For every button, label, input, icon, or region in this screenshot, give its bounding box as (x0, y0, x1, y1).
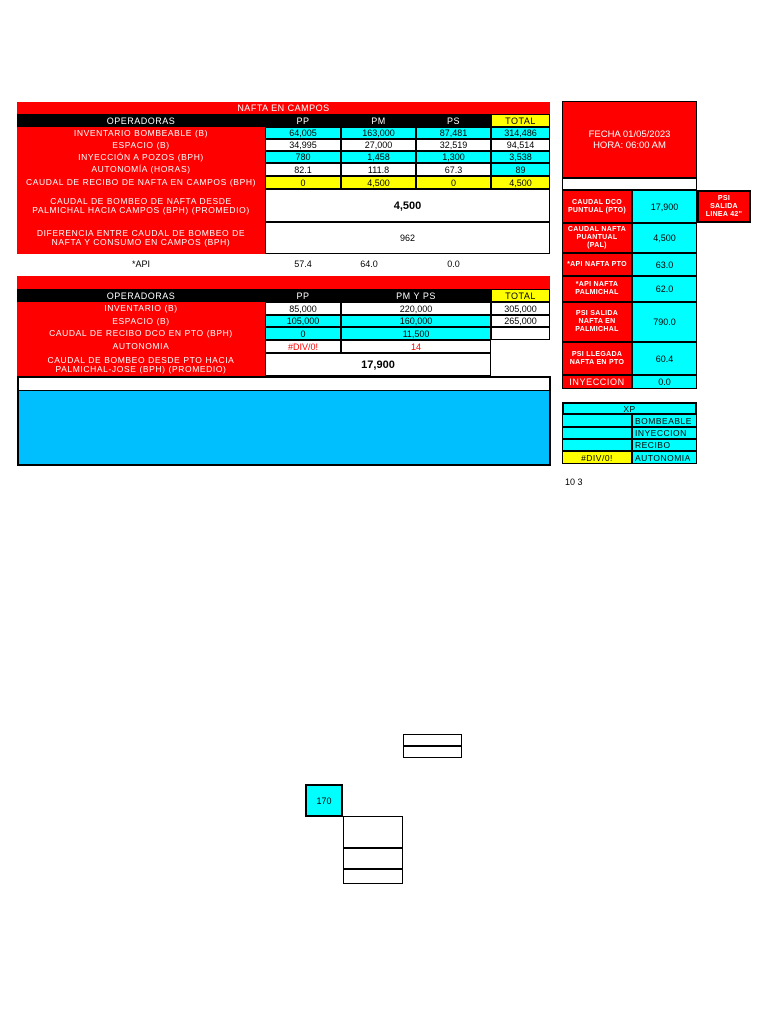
t2-cell-total: 265,000 (491, 315, 550, 327)
legend-label-inyeccion: INYECCION (632, 427, 697, 439)
legend-swatch (562, 414, 632, 427)
t1-cell-total: 89 (491, 163, 550, 176)
api-pm: 64.0 (360, 259, 378, 269)
side-value-inyeccion: 0.0 (632, 375, 697, 389)
t1-header-total: TOTAL (491, 114, 550, 127)
t1-diferencia-value: 962 (265, 222, 550, 254)
t2-header-operadoras: OPERADORAS (17, 289, 265, 302)
t1-cell-pp: 0 (265, 176, 341, 189)
t1-row-label: ESPACIO (B) (17, 139, 265, 151)
t2-cell-pmps: 11,500 (341, 327, 491, 340)
side-value-psi-llegada: 60.4 (632, 342, 697, 375)
t1-bombeo-label: CAUDAL DE BOMBEO DE NAFTA DESDE PALMICHAL HACIA CAMPOS (BPH) (PROMEDIO) (17, 189, 265, 222)
t2-cell-pp: 0 (265, 327, 341, 340)
t2-cell-pp: 85,000 (265, 302, 341, 315)
t2-cell-pmps: 220,000 (341, 302, 491, 315)
t2-cell-pp: #DIV/0! (265, 340, 341, 353)
legend-swatch (562, 427, 632, 439)
legend-label-bombeable: BOMBEABLE (632, 414, 697, 427)
t2-bombeo-label: CAUDAL DE BOMBEO DESDE PTO HACIA PALMICHAL-JOSE (BPH) (PROMEDIO) (17, 353, 265, 376)
side-label-caudal-dco: CAUDAL DCO PUNTUAL (PTO) (562, 190, 632, 223)
t2-header-pmps: PM Y PS (341, 289, 491, 302)
t1-cell-pp: 82.1 (265, 163, 341, 176)
t2-cell-pp: 105,000 (265, 315, 341, 327)
side-label-inyeccion: INYECCION (562, 375, 632, 389)
lower-value-cell: 170 (305, 784, 343, 817)
t2-header-pp: PP (265, 289, 341, 302)
side-label-psi-llegada: PSI LLEGADA NAFTA EN PTO (562, 342, 632, 375)
t1-row-label: CAUDAL DE RECIBO DE NAFTA EN CAMPOS (BPH) (17, 176, 265, 189)
t2-row-label: ESPACIO (B) (17, 315, 265, 327)
empty-cell (403, 734, 462, 746)
t1-cell-total: 314,486 (491, 127, 550, 139)
side-value-caudal-nafta: 4,500 (632, 223, 697, 253)
fecha-time: HORA: 06:00 AM (593, 139, 666, 151)
legend-swatch (562, 439, 632, 451)
t1-cell-pm: 4,500 (341, 176, 416, 189)
t1-cell-pm: 111.8 (341, 163, 416, 176)
t1-cell-total: 94,514 (491, 139, 550, 151)
legend-title: XP (562, 402, 697, 414)
legend-label-autonomia: AUTONOMIA (632, 451, 697, 464)
t2-bombeo-value: 17,900 (265, 353, 491, 376)
empty-cell (343, 848, 403, 869)
t1-row-label: INVENTARIO BOMBEABLE (B) (17, 127, 265, 139)
t1-cell-total: 3,538 (491, 151, 550, 163)
t2-row-label: AUTONOMIA (17, 340, 265, 353)
t1-cell-ps: 1,300 (416, 151, 491, 163)
t1-row-label: AUTONOMÍA (HORAS) (17, 163, 265, 176)
side-label-caudal-nafta: CAUDAL NAFTA PUANTUAL (PAL) (562, 223, 632, 253)
psi-salida-linea: PSI SALIDA LINEA 42" (697, 190, 751, 223)
t1-cell-pm: 1,458 (341, 151, 416, 163)
legend-label-recibo: RECIBO (632, 439, 697, 451)
table2-title-bar (17, 276, 550, 289)
t2-row-label: CAUDAL DE RECIBO DCO EN PTO (BPH) (17, 327, 265, 340)
t1-diferencia-label: DIFERENCIA ENTRE CAUDAL DE BOMBEO DE NAFTA Y CONSUMO EN CAMPOS (BPH) (17, 222, 265, 254)
t2-cell-total: 305,000 (491, 302, 550, 315)
side-value-api-palmichal: 62.0 (632, 276, 697, 302)
t1-cell-pm: 163,000 (341, 127, 416, 139)
t1-header-pp: PP (265, 114, 341, 127)
fecha-date: FECHA 01/05/2023 (588, 128, 671, 140)
t1-header-pm: PM (341, 114, 416, 127)
blue-panel (17, 376, 551, 466)
fecha-box (562, 101, 697, 178)
side-value-api-pto: 63.0 (632, 253, 697, 276)
api-pp: 57.4 (294, 259, 312, 269)
t2-cell-total (491, 327, 550, 340)
side-label-api-palmichal: *API NAFTA PALMICHAL (562, 276, 632, 302)
t2-cell-pmps: 14 (341, 340, 491, 353)
empty-cell (403, 746, 462, 758)
side-label-api-pto: *API NAFTA PTO (562, 253, 632, 276)
t2-row-label: INVENTARIO (B) (17, 302, 265, 315)
empty-cell (343, 869, 403, 884)
api-ps: 0.0 (447, 259, 460, 269)
t1-bombeo-value: 4,500 (265, 189, 550, 222)
t2-header-total: TOTAL (491, 289, 550, 302)
empty-cell (343, 816, 403, 848)
table1-title: NAFTA EN CAMPOS (17, 102, 550, 114)
side-value-caudal-dco: 17,900 (632, 190, 697, 223)
t1-cell-ps: 67.3 (416, 163, 491, 176)
t1-header-ps: PS (416, 114, 491, 127)
t1-cell-ps: 87,481 (416, 127, 491, 139)
fecha-spacer (562, 178, 697, 190)
legend-swatch-divzero: #DIV/0! (562, 451, 632, 464)
t1-cell-total: 4,500 (491, 176, 550, 189)
footnote: 10 3 (565, 477, 583, 487)
api-label: *API (131, 259, 150, 269)
t1-row-label: INYECCIÓN A POZOS (BPH) (17, 151, 265, 163)
side-label-psi-salida-palmichal: PSI SALIDA NAFTA EN PALMICHAL (562, 302, 632, 342)
side-value-psi-salida-palmichal: 790.0 (632, 302, 697, 342)
t1-header-operadoras: OPERADORAS (17, 114, 265, 127)
t1-cell-pm: 27,000 (341, 139, 416, 151)
t1-cell-ps: 32,519 (416, 139, 491, 151)
blue-panel-top-strip (19, 378, 549, 391)
t2-cell-pmps: 160,000 (341, 315, 491, 327)
t1-cell-pp: 780 (265, 151, 341, 163)
t1-cell-pp: 64,005 (265, 127, 341, 139)
t1-cell-ps: 0 (416, 176, 491, 189)
t1-cell-pp: 34,995 (265, 139, 341, 151)
